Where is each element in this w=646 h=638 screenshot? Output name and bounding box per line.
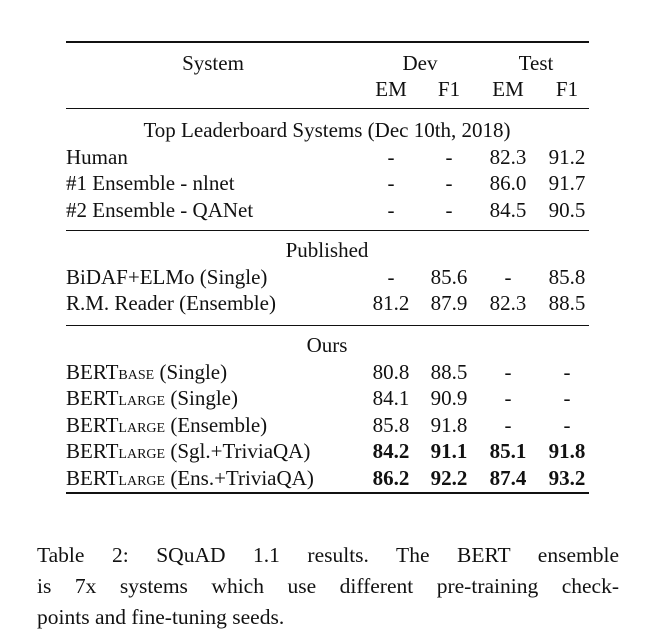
score-dev-f1: 92.2 xyxy=(430,465,468,490)
score-dev-f1: 85.6 xyxy=(430,264,468,289)
system-name-text: #2 Ensemble - QANet xyxy=(66,197,254,222)
model-size-subscript: LARGE xyxy=(118,420,166,436)
score-test-f1: 88.5 xyxy=(548,291,586,315)
system-name-text: BERT xyxy=(66,412,119,437)
score-dev-em: - xyxy=(387,144,395,169)
system-name-text: BERT xyxy=(66,439,119,463)
section-title: Ours xyxy=(306,333,348,357)
score-test-f1: 90.5 xyxy=(548,197,586,222)
system-name xyxy=(66,385,238,415)
system-name-text: BERT xyxy=(66,465,119,490)
system-variant: (Ens.+TriviaQA) xyxy=(165,465,314,490)
header-system: System xyxy=(182,51,244,75)
header-rule xyxy=(66,108,589,109)
score-test-f1: - xyxy=(563,412,571,437)
score-dev-em: 81.2 xyxy=(372,291,410,315)
model-size-subscript: LARGE xyxy=(118,447,166,462)
system-name-text: #1 Ensemble - nlnet xyxy=(66,171,235,195)
score-dev-f1: - xyxy=(445,197,453,222)
score-dev-em: - xyxy=(387,171,395,195)
score-test-em: - xyxy=(504,359,512,384)
header-dev: Dev xyxy=(402,51,438,75)
header-dev-f1: F1 xyxy=(437,77,461,101)
score-test-f1: 85.8 xyxy=(548,264,586,289)
system-name-text: R.M. Reader (Ensemble) xyxy=(66,291,276,315)
system-name xyxy=(66,197,253,223)
system-variant: (Single) xyxy=(154,359,228,384)
score-dev-f1: 91.8 xyxy=(430,412,468,437)
score-dev-em: 85.8 xyxy=(372,412,410,437)
score-test-em: 86.0 xyxy=(489,171,527,195)
score-test-f1: 91.8 xyxy=(548,439,586,463)
system-name-text: BERT xyxy=(66,386,119,410)
header-test-em: EM xyxy=(492,77,524,101)
score-dev-em: 84.2 xyxy=(372,439,410,463)
header-test: Test xyxy=(518,51,554,75)
score-dev-f1: 88.5 xyxy=(430,359,468,384)
score-test-em: - xyxy=(504,412,512,437)
score-dev-f1: 87.9 xyxy=(430,291,468,315)
section-rule xyxy=(66,325,589,326)
system-variant: (Ensemble) xyxy=(165,412,268,437)
caption-line: points and fine-tuning seeds. xyxy=(37,605,285,629)
section-title: Published xyxy=(285,238,369,262)
system-name xyxy=(66,465,314,495)
system-name xyxy=(66,290,276,316)
score-dev-f1: - xyxy=(445,144,453,169)
system-variant: (Single) xyxy=(165,386,238,410)
score-dev-em: 80.8 xyxy=(372,359,410,384)
score-test-em: - xyxy=(504,264,512,289)
system-name xyxy=(66,359,227,389)
system-name xyxy=(66,264,267,290)
score-test-f1: 91.2 xyxy=(548,144,586,169)
section-rule xyxy=(66,230,589,231)
score-test-em: 82.3 xyxy=(489,291,527,315)
score-test-em: 87.4 xyxy=(489,465,527,490)
score-test-f1: 93.2 xyxy=(548,465,586,490)
score-test-em: 84.5 xyxy=(489,197,527,222)
score-dev-f1: - xyxy=(445,171,453,195)
score-test-f1: - xyxy=(563,359,571,384)
system-variant: (Sgl.+TriviaQA) xyxy=(165,439,311,463)
score-dev-em: - xyxy=(387,197,395,222)
score-dev-f1: 90.9 xyxy=(430,386,468,410)
system-name xyxy=(66,412,267,442)
score-dev-f1: 91.1 xyxy=(430,439,468,463)
score-test-f1: 91.7 xyxy=(548,171,586,195)
model-size-subscript: LARGE xyxy=(118,473,166,489)
header-dev-em: EM xyxy=(375,77,407,101)
table-top-rule xyxy=(66,41,589,43)
score-test-f1: - xyxy=(563,386,571,410)
score-dev-em: 86.2 xyxy=(372,465,410,490)
system-name-text: BERT xyxy=(66,359,119,384)
system-name xyxy=(66,170,235,196)
table-bottom-rule xyxy=(66,492,589,494)
system-name-text: BiDAF+ELMo (Single) xyxy=(66,264,268,289)
system-name xyxy=(66,144,128,170)
model-size-subscript: LARGE xyxy=(118,394,166,409)
system-name xyxy=(66,438,310,468)
model-size-subscript: BASE xyxy=(118,367,155,383)
score-test-em: 82.3 xyxy=(489,144,527,169)
section-title: Top Leaderboard Systems (Dec 10th, 2018) xyxy=(143,118,511,142)
score-test-em: 85.1 xyxy=(489,439,527,463)
score-dev-em: 84.1 xyxy=(372,386,410,410)
header-test-f1: F1 xyxy=(555,77,579,101)
score-dev-em: - xyxy=(387,264,395,289)
caption-line: Table 2: SQuAD 1.1 results. The BERT ensemble xyxy=(37,543,619,567)
score-test-em: - xyxy=(504,386,512,410)
table-caption xyxy=(37,540,619,633)
system-name-text: Human xyxy=(66,144,128,169)
caption-line: is 7x systems which use different pre-training check- xyxy=(37,574,619,598)
